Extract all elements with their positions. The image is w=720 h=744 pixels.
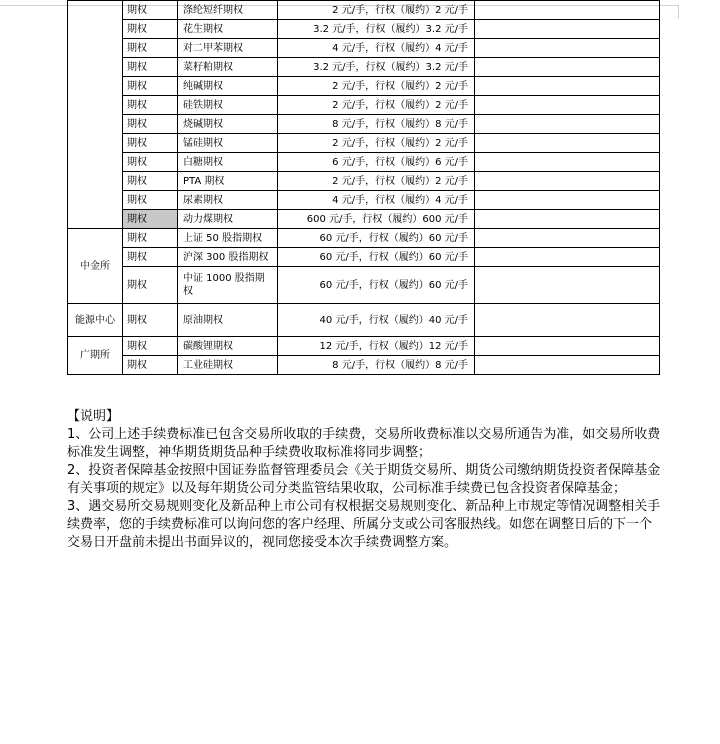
product-cell: 对二甲苯期权 — [178, 39, 278, 58]
product-cell: 涤纶短纤期权 — [178, 1, 278, 20]
fee-table — [67, 0, 660, 375]
product-cell: 动力煤期权 — [178, 210, 278, 229]
product-cell: 白糖期权 — [178, 153, 278, 172]
table-row — [68, 58, 660, 77]
empty-cell — [475, 153, 660, 172]
fee-cell: 60 元/手，行权（履约）60 元/手 — [278, 229, 475, 248]
type-cell: 期权 — [123, 77, 178, 96]
product-cell: 花生期权 — [178, 20, 278, 39]
notes-section — [67, 408, 663, 552]
product-cell: 纯碱期权 — [178, 77, 278, 96]
empty-cell — [475, 115, 660, 134]
product-cell: 锰硅期权 — [178, 134, 278, 153]
notes-heading: 【说明】 — [67, 409, 120, 424]
type-cell: 期权 — [123, 304, 178, 337]
type-cell: 期权 — [123, 20, 178, 39]
empty-cell — [475, 96, 660, 115]
empty-cell — [475, 39, 660, 58]
table-row — [68, 210, 660, 229]
table-row — [68, 248, 660, 267]
table-row — [68, 153, 660, 172]
product-cell: PTA 期权 — [178, 172, 278, 191]
product-cell: 上证 50 股指期权 — [178, 229, 278, 248]
empty-cell — [475, 304, 660, 337]
fee-cell: 3.2 元/手，行权（履约）3.2 元/手 — [278, 58, 475, 77]
table-row — [68, 191, 660, 210]
fee-cell: 6 元/手，行权（履约）6 元/手 — [278, 153, 475, 172]
fee-cell: 2 元/手，行权（履约）2 元/手 — [278, 172, 475, 191]
product-cell: 中证 1000 股指期权 — [178, 267, 278, 304]
table-row — [68, 77, 660, 96]
note-item-1: 1、公司上述手续费标准已包含交易所收取的手续费，交易所收费标准以交易所通告为准，如交易所收费标准发生调整，神华期货期货品种手续费收取标准将同步调整； — [67, 427, 661, 460]
table-row — [68, 172, 660, 191]
fee-cell: 4 元/手，行权（履约）4 元/手 — [278, 191, 475, 210]
table-row — [68, 304, 660, 337]
exchange-cell: 广期所 — [68, 337, 123, 375]
product-cell: 原油期权 — [178, 304, 278, 337]
type-cell: 期权 — [123, 134, 178, 153]
type-cell-selected: 期权 — [123, 210, 178, 229]
fee-cell: 2 元/手，行权（履约）2 元/手 — [278, 77, 475, 96]
note-item-2: 2、投资者保障基金按照中国证券监督管理委员会《关于期货交易所、期货公司缴纳期货投资者保障基金有关事项的规定》以及每年期货公司分类监管结果收取，公司标准手续费已包含投资者保障基金； — [67, 463, 661, 496]
fee-cell: 2 元/手，行权（履约）2 元/手 — [278, 134, 475, 153]
type-cell: 期权 — [123, 172, 178, 191]
fee-cell: 60 元/手，行权（履约）60 元/手 — [278, 248, 475, 267]
product-cell: 烧碱期权 — [178, 115, 278, 134]
type-cell: 期权 — [123, 191, 178, 210]
fee-cell: 12 元/手，行权（履约）12 元/手 — [278, 337, 475, 356]
product-cell: 尿素期权 — [178, 191, 278, 210]
note-item-3: 3、遇交易所交易规则变化及新品种上市公司有权根据交易规则变化、新品种上市规定等情况调整相关手续费率，您的手续费标准可以询问您的客户经理、所属分支或公司客服热线。如您在调整日后的下一个交易日开盘前未提出书面异议的，视同您接受本次手续费调整方案。 — [67, 499, 661, 550]
empty-cell — [475, 248, 660, 267]
product-cell: 沪深 300 股指期权 — [178, 248, 278, 267]
type-cell: 期权 — [123, 58, 178, 77]
empty-cell — [475, 58, 660, 77]
empty-cell — [475, 229, 660, 248]
type-cell: 期权 — [123, 153, 178, 172]
fee-cell: 4 元/手，行权（履约）4 元/手 — [278, 39, 475, 58]
fee-cell: 60 元/手，行权（履约）60 元/手 — [278, 267, 475, 304]
product-cell: 碳酸锂期权 — [178, 337, 278, 356]
type-cell: 期权 — [123, 267, 178, 304]
fee-cell: 40 元/手，行权（履约）40 元/手 — [278, 304, 475, 337]
empty-cell — [475, 337, 660, 356]
fee-cell: 600 元/手，行权（履约）600 元/手 — [278, 210, 475, 229]
exchange-cell: 中金所 — [68, 229, 123, 304]
fee-cell: 8 元/手，行权（履约）8 元/手 — [278, 115, 475, 134]
type-cell: 期权 — [123, 337, 178, 356]
product-cell: 硅铁期权 — [178, 96, 278, 115]
table-row — [68, 20, 660, 39]
type-cell: 期权 — [123, 1, 178, 20]
empty-cell — [475, 356, 660, 375]
type-cell: 期权 — [123, 356, 178, 375]
table-row — [68, 337, 660, 356]
exchange-cell — [68, 1, 123, 229]
empty-cell — [475, 20, 660, 39]
table-row — [68, 39, 660, 58]
table-row — [68, 356, 660, 375]
fee-cell: 2 元/手，行权（履约）2 元/手 — [278, 1, 475, 20]
type-cell: 期权 — [123, 248, 178, 267]
page-right-rule — [678, 5, 679, 19]
exchange-cell: 能源中心 — [68, 304, 123, 337]
fee-cell: 8 元/手，行权（履约）8 元/手 — [278, 356, 475, 375]
type-cell: 期权 — [123, 229, 178, 248]
type-cell: 期权 — [123, 39, 178, 58]
product-cell: 工业硅期权 — [178, 356, 278, 375]
fee-cell: 2 元/手，行权（履约）2 元/手 — [278, 96, 475, 115]
empty-cell — [475, 134, 660, 153]
table-row — [68, 229, 660, 248]
empty-cell — [475, 210, 660, 229]
empty-cell — [475, 1, 660, 20]
fee-cell: 3.2 元/手，行权（履约）3.2 元/手 — [278, 20, 475, 39]
table-row — [68, 1, 660, 20]
table-row — [68, 96, 660, 115]
empty-cell — [475, 267, 660, 304]
type-cell: 期权 — [123, 96, 178, 115]
type-cell: 期权 — [123, 115, 178, 134]
table-row — [68, 134, 660, 153]
product-cell: 菜籽粕期权 — [178, 58, 278, 77]
table-row — [68, 267, 660, 304]
empty-cell — [475, 191, 660, 210]
empty-cell — [475, 172, 660, 191]
empty-cell — [475, 77, 660, 96]
table-row — [68, 115, 660, 134]
